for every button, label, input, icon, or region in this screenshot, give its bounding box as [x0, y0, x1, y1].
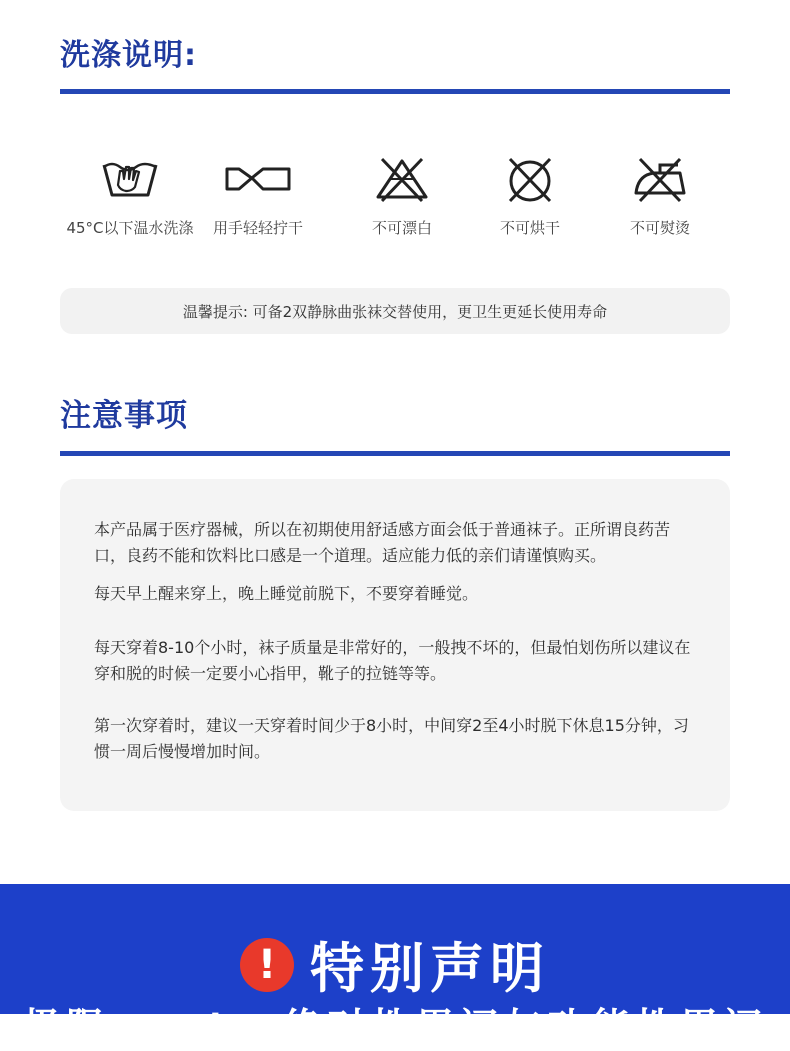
- care-icons-row: [60, 155, 730, 255]
- washing-title: 洗涤说明:: [60, 38, 197, 73]
- wring-icon: [223, 155, 293, 203]
- care-label: 用手轻轻拧干: [212, 219, 303, 237]
- banner-title-row: [0, 926, 790, 1003]
- note-paragraph: 每天早上醒来穿上，晚上睡觉前脱下，不要穿着睡觉。: [94, 584, 479, 603]
- note-paragraph: 第一次穿着时，建议一天穿着时间少于8小时，中间穿2至4小时脱下休息15分钟，习惯一周后慢慢增加时间。: [94, 716, 689, 761]
- alert-icon: !: [240, 938, 294, 992]
- care-item-wring: [188, 155, 328, 238]
- care-label: 45°C以下温水洗涤: [66, 219, 194, 237]
- washing-title-underline: [60, 89, 730, 94]
- special-statement-banner: [0, 884, 790, 1049]
- care-label: 不可漂白: [371, 219, 432, 237]
- care-item-no-tumble-dry: [460, 155, 600, 238]
- care-item-no-bleach: [332, 155, 472, 238]
- care-item-no-iron: [590, 155, 730, 238]
- washing-tip: [60, 288, 730, 334]
- washing-tip-text: 温馨提示: 可备2双静脉曲张袜交替使用，更卫生更延长使用寿命: [182, 302, 608, 321]
- care-label: 不可熨烫: [629, 219, 690, 237]
- care-label: 不可烘干: [499, 219, 560, 237]
- no-tumble-dry-icon: [500, 155, 560, 203]
- notes-title: 注意事项: [60, 398, 188, 434]
- banner-subtitle: 极限להיות，绝对性用词与功能性用词: [22, 1005, 768, 1049]
- banner-title: 特别声明: [310, 937, 550, 1000]
- no-iron-icon: [630, 155, 690, 203]
- note-paragraph: 每天穿着8-10个小时，袜子质量是非常好的，一般拽不坏的，但最怕划伤所以建议在穿和脱的时候一定要小心指甲，靴子的拉链等等。: [94, 638, 691, 683]
- notes-title-underline: [60, 451, 730, 456]
- care-item-hand-wash: [60, 155, 200, 238]
- no-bleach-icon: [372, 155, 432, 203]
- note-paragraph: 本产品属于医疗器械，所以在初期使用舒适感方面会低于普通袜子。正所谓良药苦口，良药不能和饮料比口感是一个道理。适应能力低的亲们请谨慎购买。: [94, 520, 671, 565]
- hand-wash-icon: [100, 155, 160, 203]
- notes-box: [60, 479, 730, 811]
